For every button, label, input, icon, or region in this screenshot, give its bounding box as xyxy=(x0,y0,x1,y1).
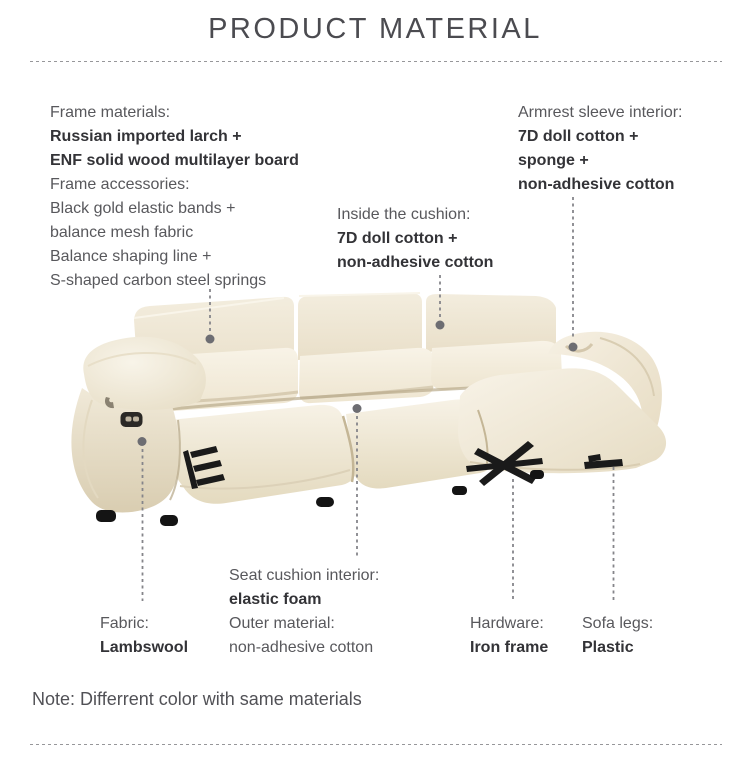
frame-accessories-item-1: Black gold elastic bands + xyxy=(50,200,236,217)
callout-dot-seat-cushion xyxy=(353,404,362,413)
frame-materials-value-1: Russian imported larch + xyxy=(50,128,242,145)
hardware-heading: Hardware: xyxy=(470,615,544,632)
inside-cushion-value-1: 7D doll cotton + xyxy=(337,230,458,247)
inside-cushion-block xyxy=(337,203,493,275)
hardware-block xyxy=(470,612,548,660)
callout-dot-armrest xyxy=(569,343,578,352)
outer-material-value: non-adhesive cotton xyxy=(229,639,374,656)
recline-button-panel xyxy=(121,412,143,427)
armrest-value-3: non-adhesive cotton xyxy=(518,176,675,193)
callout-dot-fabric xyxy=(138,437,147,446)
sofa-legs-block xyxy=(582,612,653,660)
frame-accessories-item-2: balance mesh fabric xyxy=(50,224,194,241)
callout-dot-springs xyxy=(206,335,215,344)
note-text: Note: Differrent color with same materials xyxy=(32,689,362,709)
seat-cushion-block xyxy=(229,564,379,660)
armrest-sleeve-block xyxy=(518,101,683,197)
seat-cushion-value: elastic foam xyxy=(229,591,322,608)
seat-cushion-heading: Seat cushion interior: xyxy=(229,567,380,584)
fabric-value: Lambswool xyxy=(100,639,189,656)
page-title: PRODUCT MATERIAL xyxy=(208,13,542,45)
armrest-value-2: sponge + xyxy=(518,152,589,169)
frame-materials-value-2: ENF solid wood multilayer board xyxy=(50,152,299,169)
sofa-legs-heading: Sofa legs: xyxy=(582,615,654,632)
frame-accessories-item-3: Balance shaping line + xyxy=(50,248,212,265)
inside-cushion-heading: Inside the cushion: xyxy=(337,206,471,223)
fabric-block xyxy=(100,612,188,660)
hardware-value: Iron frame xyxy=(470,639,549,656)
frame-materials-block xyxy=(50,101,299,293)
bottom-divider xyxy=(30,744,722,745)
sofa-legs-value: Plastic xyxy=(582,639,634,656)
inside-cushion-value-2: non-adhesive cotton xyxy=(337,254,494,271)
callout-dot-inside-cushion xyxy=(436,321,445,330)
frame-accessories-item-4: S-shaped carbon steel springs xyxy=(50,272,267,289)
frame-accessories-heading: Frame accessories: xyxy=(50,176,190,193)
frame-materials-heading: Frame materials: xyxy=(50,104,171,121)
outer-material-heading: Outer material: xyxy=(229,615,335,632)
armrest-heading: Armrest sleeve interior: xyxy=(518,104,683,121)
armrest-value-1: 7D doll cotton + xyxy=(518,128,639,145)
top-divider xyxy=(30,61,722,62)
fabric-heading: Fabric: xyxy=(100,615,149,632)
